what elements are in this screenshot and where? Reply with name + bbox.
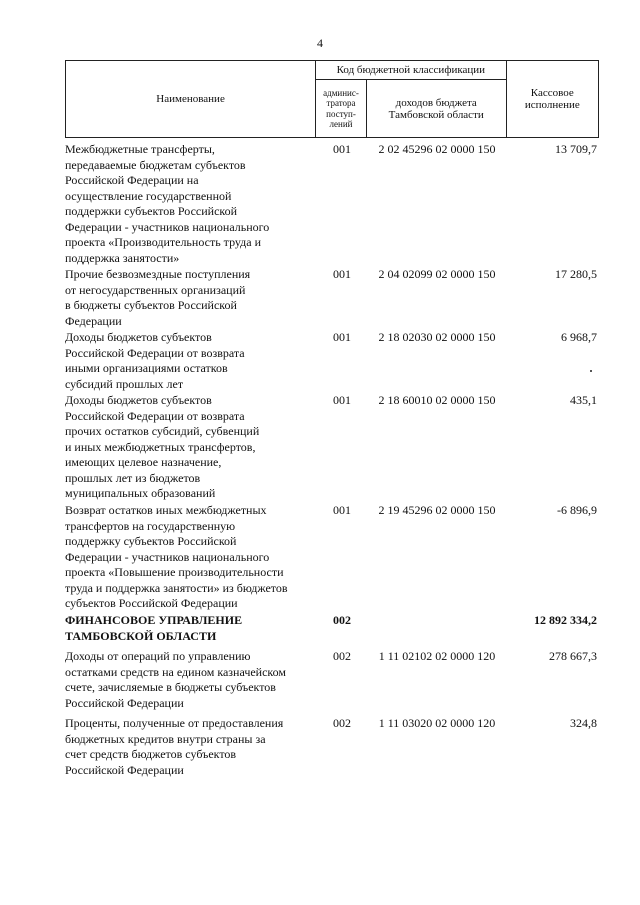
row-name-line: Межбюджетные трансферты, — [65, 142, 215, 156]
row-name-line: Российской Федерации от возврата — [65, 345, 245, 360]
row-name-line: счет средств бюджетов субъектов — [65, 747, 237, 761]
row-name-line: передаваемые бюджетам субъектов — [65, 157, 246, 172]
row-income-code: 2 19 45296 02 0000 150 — [378, 503, 496, 517]
table-row — [65, 503, 599, 613]
row-name-line: муниципальных образований — [65, 486, 216, 500]
table-body — [65, 142, 599, 780]
header-admin — [316, 80, 367, 138]
header-name: Наименование — [66, 61, 316, 138]
row-name-line: имеющих целевое назначение, — [65, 455, 222, 469]
row-name — [65, 716, 317, 778]
row-name-line: Российской Федерации — [65, 762, 184, 777]
row-amount: 278 667,3 — [549, 649, 597, 663]
row-name-line: иными организациями остатков — [65, 361, 228, 375]
table-row — [65, 267, 599, 330]
row-name-line: от негосударственных организаций — [65, 282, 246, 297]
row-income-code: 1 11 03020 02 0000 120 — [378, 716, 496, 730]
row-name — [65, 267, 317, 329]
row-admin-code: 002 — [333, 613, 351, 627]
row-income-code: 2 18 02030 02 0000 150 — [378, 330, 496, 344]
table-row — [65, 649, 599, 716]
row-name-line: ТАМБОВСКОЙ ОБЛАСТИ — [65, 628, 217, 643]
row-name-line: Доходы бюджетов субъектов — [65, 393, 212, 407]
row-name-line: Возврат остатков иных межбюджетных — [65, 503, 267, 517]
row-name — [65, 649, 317, 711]
row-amount: 6 968,7 — [561, 330, 597, 344]
row-name-line: проекта «Производительность труда и — [65, 235, 262, 249]
row-name-line: Федерации — [65, 313, 122, 328]
row-name-line: бюджетных кредитов внутри страны за — [65, 731, 266, 746]
row-name-line: Российской Федерации — [65, 695, 184, 710]
row-name-line: остатками средств на едином казначейском — [65, 664, 287, 679]
header-admin-line: тратора — [326, 98, 356, 109]
row-name-line: в бюджеты субъектов Российской — [65, 298, 237, 312]
header-admin-line: админис- — [323, 87, 359, 98]
row-amount: 13 709,7 — [555, 142, 597, 156]
row-admin-code: 002 — [333, 716, 351, 730]
row-name — [65, 330, 317, 392]
row-name-line: прочих остатков субсидий, субвенций — [65, 424, 260, 438]
header-income-line: доходов бюджета — [395, 96, 477, 109]
header-income — [366, 80, 506, 138]
row-name-line: Федерации - участников национального — [65, 219, 270, 234]
row-amount: 17 280,5 — [555, 267, 597, 281]
row-name — [65, 503, 317, 612]
row-name-line: прошлых лет из бюджетов — [65, 470, 201, 485]
row-admin-code: 001 — [333, 142, 351, 156]
header-kbk: Код бюджетной классификации — [316, 61, 506, 80]
row-name-line: Федерации - участников национального — [65, 549, 270, 564]
header-income-line: Тамбовской области — [388, 108, 484, 121]
row-amount: 324,8 — [570, 716, 597, 730]
row-name-line: осуществление государственной — [65, 188, 232, 203]
row-admin-code: 001 — [333, 330, 351, 344]
row-admin-code: 001 — [333, 393, 351, 407]
row-name-line: Российской Федерации на — [65, 173, 199, 187]
row-income-code: 2 04 02099 02 0000 150 — [378, 267, 496, 281]
row-name-line: поддержка занятости» — [65, 250, 180, 265]
table-row — [65, 613, 599, 649]
row-name-line: Доходы от операций по управлению — [65, 649, 251, 663]
row-name-line: Российской Федерации от возврата — [65, 408, 245, 423]
row-income-code: 2 18 60010 02 0000 150 — [378, 393, 496, 407]
row-name — [65, 613, 317, 644]
table-row — [65, 716, 599, 780]
row-admin-code: 001 — [333, 503, 351, 517]
row-amount: 435,1 — [570, 393, 597, 407]
row-name-line: субсидий прошлых лет — [65, 376, 184, 391]
row-name-line: и иных межбюджетных трансфертов, — [65, 439, 256, 454]
row-name-line: ФИНАНСОВОЕ УПРАВЛЕНИЕ — [65, 613, 243, 627]
row-name-line: субъектов Российской Федерации — [65, 596, 238, 610]
table-row — [65, 330, 599, 393]
row-admin-code: 002 — [333, 649, 351, 663]
row-amount: -6 896,9 — [557, 503, 597, 517]
header-amount-line: Кассовое — [530, 87, 574, 99]
header-admin-line: лений — [329, 118, 353, 129]
row-name — [65, 393, 317, 502]
row-amount: 12 892 334,2 — [534, 613, 597, 627]
header-amount — [506, 61, 598, 138]
row-admin-code: 001 — [333, 267, 351, 281]
row-income-code: 1 11 02102 02 0000 120 — [378, 649, 496, 663]
header-amount-line: исполнение — [524, 99, 580, 111]
row-name-line: Доходы бюджетов субъектов — [65, 330, 212, 344]
row-name-line: трансфертов на государственную — [65, 518, 236, 533]
table-row — [65, 393, 599, 503]
table-header — [65, 60, 599, 138]
row-name-line: проекта «Повышение производительности — [65, 565, 284, 579]
table-row — [65, 142, 599, 267]
row-name-line: поддержку субъектов Российской — [65, 534, 237, 548]
row-name-line: Прочие безвозмездные поступления — [65, 267, 251, 281]
row-name-line: труда и поддержка занятости» из бюджетов — [65, 580, 288, 595]
row-name-line: поддержки субъектов Российской — [65, 204, 238, 218]
header-admin-line: поступ- — [326, 108, 356, 119]
row-name — [65, 142, 317, 266]
row-name-line: счете, зачисляемые в бюджеты субъектов — [65, 680, 276, 694]
row-income-code: 2 02 45296 02 0000 150 — [378, 142, 496, 156]
page-number: 4 — [317, 36, 323, 50]
scan-speck — [590, 370, 592, 372]
row-name-line: Проценты, полученные от предоставления — [65, 716, 284, 730]
